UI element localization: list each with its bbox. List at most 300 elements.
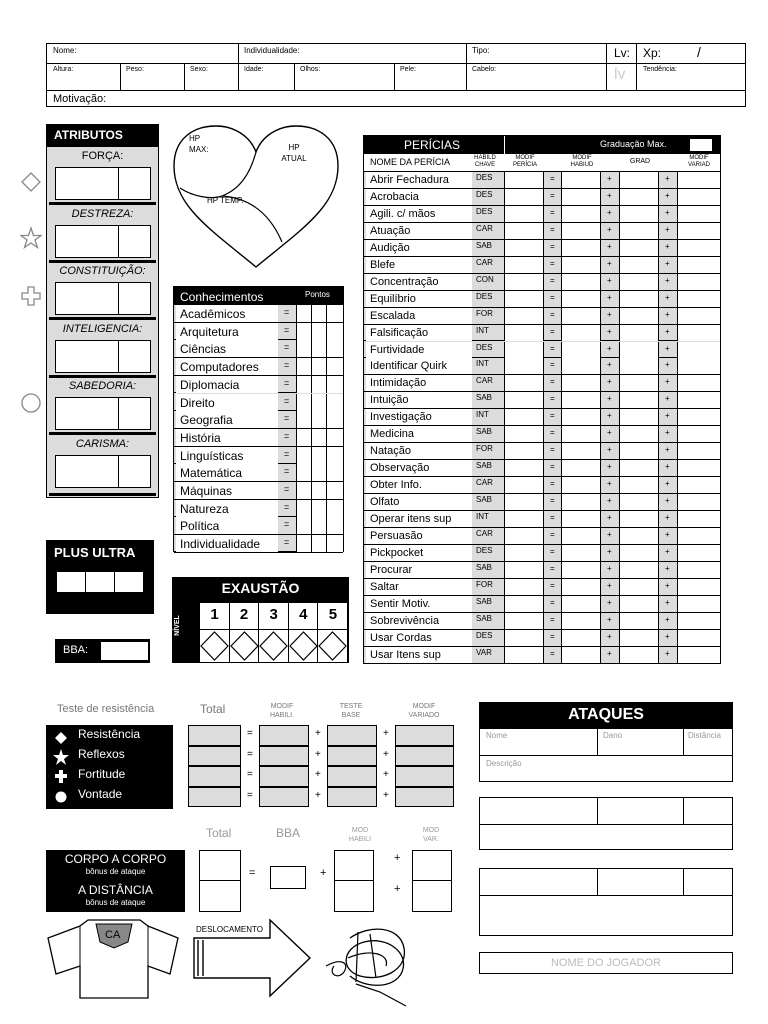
skill-plus-2: + <box>665 631 670 641</box>
skill-row[interactable] <box>364 613 720 630</box>
save-row[interactable] <box>188 725 454 745</box>
knowledge-name: Computadores <box>180 360 259 375</box>
skill-equals: = <box>550 462 555 472</box>
attribute-input[interactable] <box>55 455 151 488</box>
skill-plus-2: + <box>665 360 670 370</box>
attacks-panel <box>479 702 733 782</box>
plus-ultra-panel <box>46 540 154 614</box>
save-ability-input[interactable] <box>259 766 309 787</box>
knowledge-equals: = <box>284 430 290 441</box>
knowledge-row[interactable] <box>174 340 343 358</box>
attack-ability-header: MOD HABILI <box>348 827 372 843</box>
skill-plus-1: + <box>607 428 612 438</box>
attribute-block <box>49 436 156 496</box>
knowledge-row[interactable] <box>174 500 343 518</box>
knowledge-row[interactable] <box>174 447 343 465</box>
attributes-title: ATRIBUTOS <box>47 125 158 147</box>
save-row[interactable] <box>188 787 454 807</box>
attribute-label: INTELIGENCIA: <box>62 322 143 335</box>
skill-row[interactable] <box>364 579 720 596</box>
skill-key-ability: INT <box>476 410 489 420</box>
saves-panel <box>46 725 173 809</box>
knowledge-name: Ciências <box>180 342 227 357</box>
skill-key-ability: SAB <box>476 562 493 572</box>
col-skill-name: NOME DA PERÍCIA <box>370 157 451 167</box>
skill-name: Abrir Fechadura <box>370 174 449 186</box>
skill-plus-1: + <box>607 241 612 251</box>
saves-header: Teste de resistência <box>57 703 155 715</box>
skill-plus-2: + <box>665 309 670 319</box>
save-equals: = <box>247 789 253 801</box>
xp-separator: / <box>697 44 701 60</box>
skill-plus-2: + <box>665 275 670 285</box>
skill-plus-2: + <box>665 648 670 658</box>
save-plus-1: + <box>315 748 321 760</box>
skill-name: Investigação <box>370 411 432 424</box>
knowledge-name: Matemática <box>180 466 243 481</box>
attribute-label: SABEDORIA: <box>68 380 137 392</box>
skill-plus-2: + <box>665 496 670 506</box>
skill-name: Audição <box>370 241 410 254</box>
skill-key-ability: DES <box>476 206 493 216</box>
max-rank-input[interactable] <box>689 138 713 152</box>
skill-name: Natação <box>370 445 411 458</box>
knowledge-equals: = <box>284 413 290 424</box>
bba-input[interactable] <box>100 641 149 661</box>
skill-equals: = <box>550 631 555 641</box>
skill-key-ability: CON <box>476 274 494 284</box>
knowledge-row[interactable] <box>174 305 343 323</box>
skill-plus-2: + <box>665 241 670 251</box>
cross-icon <box>55 770 67 783</box>
skill-name: Persuasão <box>370 529 423 542</box>
skill-row[interactable] <box>364 494 720 511</box>
melee-total-input[interactable] <box>199 850 241 881</box>
skill-equals: = <box>550 275 555 285</box>
skill-name: Obter Info. <box>370 479 422 492</box>
skill-plus-1: + <box>607 411 612 421</box>
circle-icon <box>56 792 67 803</box>
exhaustion-level[interactable] <box>230 603 260 662</box>
knowledge-row[interactable] <box>174 517 343 535</box>
skill-row[interactable] <box>364 325 720 342</box>
skill-plus-1: + <box>607 546 612 556</box>
skill-plus-1: + <box>607 377 612 387</box>
circle-icon <box>22 394 40 412</box>
attributes-panel <box>46 124 159 498</box>
exhaustion-level-number: 5 <box>328 606 338 623</box>
skill-name: Acrobacia <box>370 190 419 203</box>
knowledge-name: Política <box>180 519 220 534</box>
skill-row[interactable] <box>364 426 720 443</box>
attribute-block <box>49 148 156 205</box>
attribute-block <box>49 378 156 435</box>
knowledge-name: Acadêmicos <box>180 307 246 321</box>
knowledge-name: Linguísticas <box>180 448 244 463</box>
attribute-input[interactable] <box>55 282 151 315</box>
attribute-label: DESTREZA: <box>71 207 134 220</box>
skill-name: Sobrevivência <box>370 614 440 627</box>
skill-name: Concentração <box>370 275 439 288</box>
skill-plus-1: + <box>607 309 612 319</box>
exhaustion-level-number: 3 <box>269 606 278 623</box>
skill-key-ability: INT <box>476 325 489 335</box>
skill-equals: = <box>550 496 555 506</box>
plus-ultra-box-1[interactable] <box>56 571 86 593</box>
col-key-ability: HABILD CHAVE <box>474 155 496 168</box>
skill-key-ability: INT <box>476 512 489 521</box>
skill-plus-1: + <box>607 529 612 539</box>
level-faded: lv <box>614 66 626 83</box>
attack-plus-3: + <box>394 883 401 895</box>
skill-plus-2: + <box>665 394 670 404</box>
skill-row[interactable] <box>364 342 720 359</box>
skill-plus-2: + <box>665 377 670 387</box>
skill-name: Intuição <box>370 394 409 407</box>
skill-row[interactable] <box>364 477 720 494</box>
skill-key-ability: SAB <box>476 461 493 471</box>
exhaustion-title: EXAUSTÃO <box>221 580 300 596</box>
knowledge-row[interactable] <box>174 464 343 482</box>
exhaustion-level-label: NÍVEL <box>173 615 181 636</box>
attribute-input[interactable] <box>55 340 151 373</box>
exhaustion-level[interactable] <box>289 603 319 662</box>
exhaustion-level-number: 1 <box>210 606 219 623</box>
melee-ability-input[interactable] <box>334 850 374 881</box>
skill-plus-2: + <box>665 190 670 200</box>
knowledge-row[interactable] <box>174 411 343 429</box>
skill-row[interactable] <box>364 172 720 189</box>
skill-equals: = <box>550 343 555 353</box>
knowledge-points-label: Pontos <box>305 290 330 299</box>
attacks-title: ATAQUES <box>480 703 732 729</box>
knowledge-row[interactable] <box>174 482 343 500</box>
skill-key-ability: SAB <box>476 427 493 437</box>
attack-misc-header: MOD VAR. <box>422 827 440 843</box>
attribute-label: CARISMA: <box>75 437 130 450</box>
diamond-icon <box>55 732 67 744</box>
knowledge-panel <box>173 286 344 552</box>
save-plus-1: + <box>315 789 321 801</box>
skill-equals: = <box>550 207 555 217</box>
save-plus-2: + <box>383 789 389 801</box>
skill-name: Observação <box>370 462 430 475</box>
knowledge-name: Máquinas <box>180 484 233 498</box>
attribute-input[interactable] <box>55 397 151 430</box>
exhaustion-level[interactable] <box>259 603 289 662</box>
exhaustion-diamond-icon[interactable] <box>259 631 288 661</box>
ranged-label: A DISTÂNCIA <box>78 883 153 897</box>
skill-row[interactable] <box>364 511 720 528</box>
knowledge-equals: = <box>284 307 290 317</box>
exhaustion-level-number: 4 <box>299 606 308 623</box>
skill-plus-2: + <box>665 597 670 607</box>
skill-row[interactable] <box>364 240 720 257</box>
col-skill-mod: MODIF PERÍCIA <box>512 155 537 168</box>
attack-slot-2[interactable] <box>479 797 733 850</box>
age-label: Idade: <box>244 66 264 73</box>
skill-name: Operar itens sup <box>370 513 452 525</box>
skill-plus-2: + <box>665 326 670 336</box>
hp-temp-label: HP TEMP. <box>207 196 244 205</box>
skill-plus-2: + <box>665 546 670 556</box>
skill-plus-2: + <box>665 513 670 522</box>
melee-misc-input[interactable] <box>412 850 452 881</box>
skill-name: Medicina <box>370 428 415 441</box>
attack-range-label: Distância <box>688 731 721 740</box>
knowledge-equals: = <box>284 537 290 548</box>
skill-key-ability: CAR <box>476 376 493 386</box>
skill-plus-1: + <box>607 360 612 370</box>
skill-plus-1: + <box>607 207 612 217</box>
knowledge-name: Direito <box>180 395 215 410</box>
skill-plus-1: + <box>607 394 612 404</box>
motivation-label: Motivação: <box>53 93 107 105</box>
knowledge-equals: = <box>284 360 290 371</box>
skill-equals: = <box>550 513 555 522</box>
skill-equals: = <box>550 224 555 234</box>
skill-key-ability: DES <box>476 545 493 555</box>
skill-row[interactable] <box>364 409 720 426</box>
star-icon <box>21 228 41 248</box>
skill-equals: = <box>550 479 555 489</box>
skill-equals: = <box>550 241 555 251</box>
hp-max-label: HP MAX: <box>189 134 209 154</box>
save-row[interactable] <box>188 766 454 786</box>
exhaustion-diamond-icon[interactable] <box>230 631 259 661</box>
save-total-input[interactable] <box>188 766 241 787</box>
skill-plus-1: + <box>607 479 612 489</box>
save-base-input[interactable] <box>327 766 377 787</box>
skills-panel <box>363 135 721 664</box>
quirk-label: Individualidade: <box>244 46 300 55</box>
skill-key-ability: CAR <box>476 223 493 233</box>
skill-plus-1: + <box>607 462 612 472</box>
skill-key-ability: CAR <box>476 528 493 538</box>
movement-label: DESLOCAMENTO <box>196 925 263 934</box>
skill-row[interactable] <box>364 647 720 664</box>
skill-plus-2: + <box>665 479 670 489</box>
save-total-input[interactable] <box>188 746 241 767</box>
save-misc-input[interactable] <box>395 725 454 746</box>
exhaustion-level[interactable] <box>318 603 348 662</box>
skills-title: PERÍCIAS <box>404 138 461 152</box>
attribute-input[interactable] <box>55 167 151 200</box>
plus-ultra-box-3[interactable] <box>114 571 144 593</box>
skill-row[interactable] <box>364 562 720 579</box>
skill-equals: = <box>550 292 555 302</box>
knowledge-equals: = <box>284 501 290 512</box>
skill-name: Falsificação <box>370 326 429 339</box>
skill-plus-1: + <box>607 597 612 607</box>
skill-plus-1: + <box>607 190 612 200</box>
attribute-label: CONSTITUIÇÃO: <box>59 265 146 277</box>
exhaustion-diamond-icon[interactable] <box>200 631 229 661</box>
skill-plus-1: + <box>607 631 612 641</box>
attack-bba-input[interactable] <box>270 866 306 889</box>
exhaustion-diamond-icon[interactable] <box>289 631 318 661</box>
attribute-input[interactable] <box>55 225 151 258</box>
cross-icon <box>22 287 40 305</box>
player-name-field[interactable] <box>479 952 733 974</box>
star-icon <box>53 749 69 765</box>
skill-plus-1: + <box>607 614 612 624</box>
armor-class-label: CA <box>105 929 121 941</box>
level-label: Lv: <box>614 46 631 60</box>
type-label: Tipo: <box>472 46 490 55</box>
save-row[interactable] <box>188 746 454 766</box>
skill-equals: = <box>550 377 555 387</box>
save-total-input[interactable] <box>188 787 241 808</box>
knowledge-equals: = <box>284 377 290 388</box>
skill-name: Pickpocket <box>370 546 424 559</box>
ranged-ability-input[interactable] <box>334 880 374 912</box>
knowledge-row[interactable] <box>174 358 343 376</box>
attack-plus-2: + <box>394 852 401 864</box>
save-ability-input[interactable] <box>259 787 309 808</box>
weight-label: Peso: <box>126 66 144 73</box>
knowledge-row[interactable] <box>174 394 343 412</box>
skill-row[interactable] <box>364 189 720 206</box>
skill-plus-1: + <box>607 563 612 573</box>
skill-equals: = <box>550 597 555 607</box>
exhaustion-diamond-icon[interactable] <box>318 631 347 661</box>
exhaustion-panel <box>172 577 349 663</box>
hair-label: Cabelo: <box>472 66 497 73</box>
skill-row[interactable] <box>364 274 720 291</box>
attack-damage-label: Dano <box>603 731 623 740</box>
side-icons <box>20 170 42 430</box>
player-name-label: NOME DO JOGADOR <box>550 957 661 969</box>
skill-plus-1: + <box>607 445 612 455</box>
skill-plus-1: + <box>607 580 612 590</box>
knowledge-name: Individualidade <box>180 537 261 552</box>
skill-key-ability: FOR <box>476 308 493 318</box>
attack-description-label: Descrição <box>486 759 522 768</box>
save-label: Vontade <box>78 787 123 801</box>
skill-plus-1: + <box>607 496 612 506</box>
save-ability-input[interactable] <box>259 725 309 746</box>
skill-plus-2: + <box>665 445 670 455</box>
knowledge-equals: = <box>284 519 290 530</box>
save-base-input[interactable] <box>327 746 377 767</box>
skill-name: Identificar Quirk <box>370 360 448 373</box>
skill-equals: = <box>550 580 555 590</box>
skill-row[interactable] <box>364 630 720 647</box>
plus-ultra-box-2[interactable] <box>85 571 115 593</box>
save-misc-input[interactable] <box>395 766 454 787</box>
skill-row[interactable] <box>364 291 720 308</box>
skill-row[interactable] <box>364 528 720 545</box>
skill-name: Intimidação <box>370 377 427 390</box>
save-misc-input[interactable] <box>395 787 454 808</box>
skill-plus-1: + <box>607 275 612 285</box>
save-misc-input[interactable] <box>395 746 454 767</box>
saves-icons <box>52 728 70 806</box>
xp-label: Xp: <box>643 46 662 60</box>
skill-plus-2: + <box>665 207 670 217</box>
attack-equals: = <box>249 867 256 879</box>
skill-key-ability: SAB <box>476 596 493 606</box>
knowledge-equals: = <box>284 342 290 353</box>
skill-row[interactable] <box>364 308 720 325</box>
attack-name-label: Nome <box>486 731 508 740</box>
exhaustion-level[interactable] <box>200 603 230 662</box>
attribute-block <box>49 263 156 320</box>
skill-name: Furtividade <box>370 343 425 356</box>
skill-key-ability: SAB <box>476 393 493 403</box>
knowledge-row[interactable] <box>174 376 343 394</box>
ranged-sub-label: bônus de ataque <box>85 898 146 907</box>
skill-name: Escalada <box>370 309 416 322</box>
max-rank-label: Graduação Max. <box>600 139 667 149</box>
save-plus-2: + <box>383 769 389 780</box>
skill-equals: = <box>550 546 555 556</box>
skill-key-ability: VAR <box>476 647 492 657</box>
knowledge-row[interactable] <box>174 535 343 553</box>
skill-row[interactable] <box>364 596 720 613</box>
skill-key-ability: DES <box>476 189 493 199</box>
skill-plus-2: + <box>665 428 670 438</box>
knowledge-equals: = <box>284 448 290 459</box>
skill-name: Procurar <box>370 563 413 576</box>
diamond-icon <box>22 173 40 191</box>
save-plus-2: + <box>383 728 389 739</box>
save-total-input[interactable] <box>188 725 241 746</box>
skill-row[interactable] <box>364 375 720 392</box>
skill-equals: = <box>550 326 555 336</box>
col-rank: GRAD <box>629 158 651 165</box>
save-label: Resistência <box>78 727 141 741</box>
ranged-misc-input[interactable] <box>412 880 452 912</box>
skill-plus-1: + <box>607 513 612 522</box>
save-base-input[interactable] <box>327 725 377 746</box>
skin-label: Pele: <box>400 66 416 73</box>
skill-equals: = <box>550 428 555 438</box>
save-plus-1: + <box>315 728 321 739</box>
skill-row[interactable] <box>364 206 720 223</box>
skill-row[interactable] <box>364 257 720 274</box>
skill-name: Equilíbrio <box>370 292 416 305</box>
save-base-input[interactable] <box>327 787 377 808</box>
skill-plus-2: + <box>665 462 670 472</box>
skill-row[interactable] <box>364 545 720 562</box>
skill-plus-1: + <box>607 174 612 183</box>
save-ability-input[interactable] <box>259 746 309 767</box>
knowledge-row[interactable] <box>174 323 343 341</box>
skill-key-ability: DES <box>476 342 493 352</box>
skill-equals: = <box>550 529 555 539</box>
skill-plus-2: + <box>665 563 670 573</box>
attack-slot-3[interactable] <box>479 868 733 936</box>
skill-row[interactable] <box>364 223 720 240</box>
saves-ability-header: MODIF HABILI. <box>269 703 295 719</box>
skill-row[interactable] <box>364 358 720 375</box>
knowledge-equals: = <box>284 466 290 477</box>
skill-plus-2: + <box>665 292 670 302</box>
ranged-total-input[interactable] <box>199 880 241 912</box>
skill-plus-1: + <box>607 343 612 353</box>
melee-sub-label: bônus de ataque <box>85 867 146 876</box>
skill-row[interactable] <box>364 392 720 409</box>
skill-row[interactable] <box>364 443 720 460</box>
skill-name: Usar Cordas <box>370 631 432 644</box>
knowledge-row[interactable] <box>174 429 343 447</box>
save-plus-2: + <box>383 748 389 760</box>
skill-row[interactable] <box>364 460 720 477</box>
name-label: Nome: <box>53 46 77 55</box>
skill-plus-2: + <box>665 580 670 590</box>
